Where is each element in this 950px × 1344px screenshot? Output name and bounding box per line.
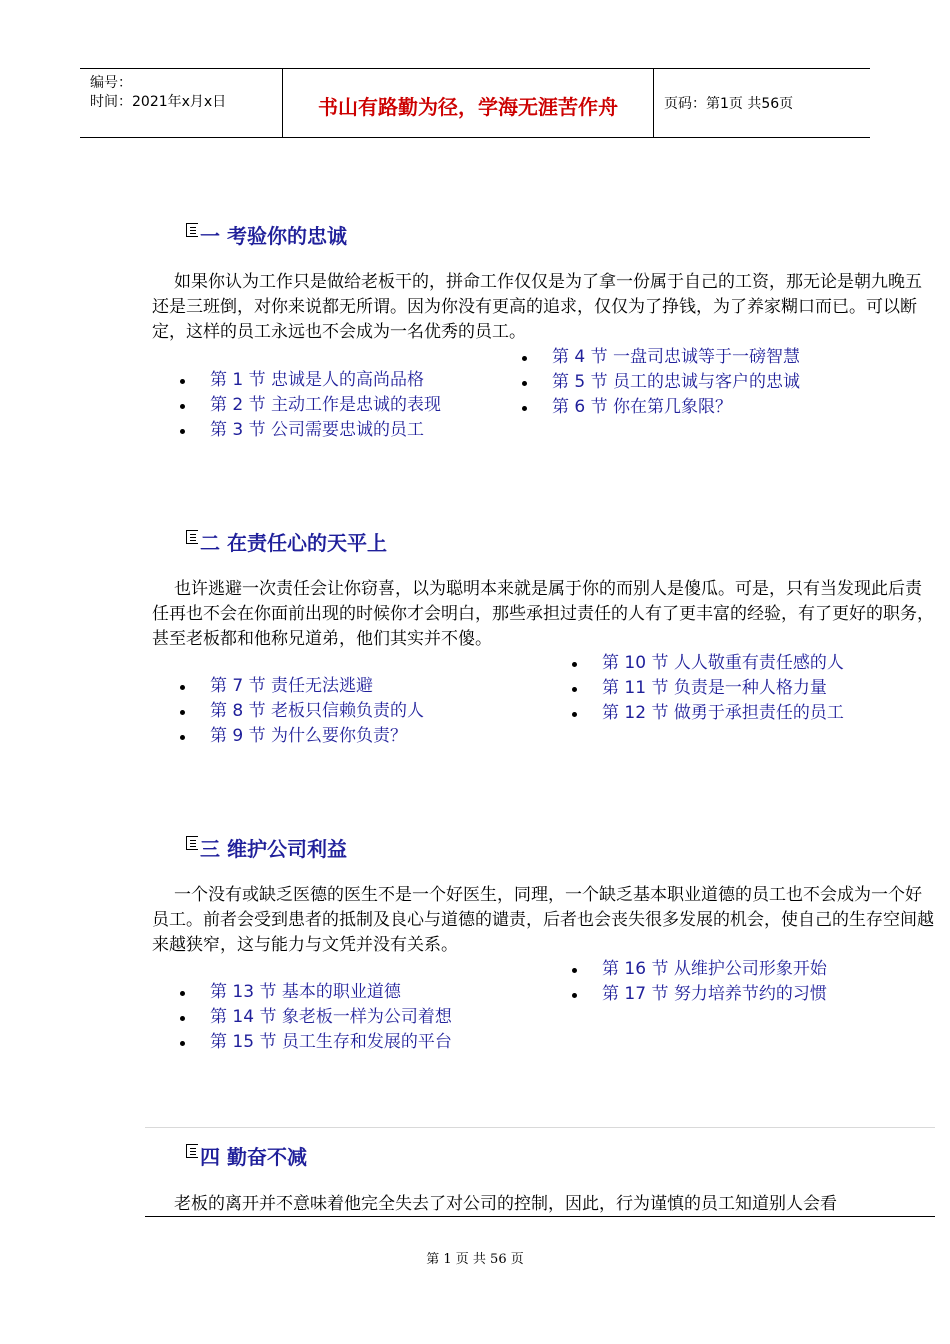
chapter-link[interactable]: 第 14 节 象老板一样为公司着想 — [180, 1005, 452, 1030]
page-info: 页码：第1页 共56页 — [664, 96, 794, 112]
chapter-link[interactable]: 第 17 节 努力培养节约的习惯 — [572, 982, 827, 1007]
book-icon — [186, 1144, 198, 1158]
section-divider — [145, 1127, 935, 1128]
chapter-link[interactable]: 第 15 节 员工生存和发展的平台 — [180, 1030, 452, 1055]
book-icon — [186, 530, 198, 544]
chapter-list — [522, 345, 800, 420]
header-page-cell — [654, 69, 870, 137]
page-footer: 第 1 页 共 56 页 — [426, 1252, 524, 1267]
section-title: 四 勤奋不减 — [186, 1141, 307, 1170]
time-label: 时间：2021年x月x日 — [90, 94, 227, 110]
section-paragraph: 如果你认为工作只是做给老板干的，拼命工作仅仅是为了拿一份属于自己的工资，那无论是朝九晚五还是三班倒，对你来说都无所谓。因为你没有更高的追求，仅仅为了挣钱，为了养家糊口而已。可以断定，这样的员工永远也不会成为一名优秀的员工。 — [152, 272, 922, 342]
section-title: 二 在责任心的天平上 — [186, 527, 387, 556]
chapter-link[interactable]: 第 3 节 公司需要忠诚的员工 — [180, 418, 441, 443]
header-motto-cell — [283, 69, 654, 137]
section-paragraph: 也许逃避一次责任会让你窃喜，以为聪明本来就是属于你的而别人是傻瓜。可是，只有当发现此后责任再也不会在你面前出现的时候你才会明白，那些承担过责任的人有了更丰富的经验，有了更好的职务，甚至老板都和他称兄道弟，他们其实并不傻。 — [152, 579, 934, 649]
section-title: 一 考验你的忠诚 — [186, 220, 347, 249]
motto: 书山有路勤为径，学海无涯苦作舟 — [318, 95, 618, 119]
chapter-list — [572, 957, 827, 1007]
chapter-list — [180, 368, 441, 443]
header-meta-cell — [80, 69, 283, 137]
chapter-link[interactable]: 第 1 节 忠诚是人的高尚品格 — [180, 368, 441, 393]
chapter-link[interactable]: 第 13 节 基本的职业道德 — [180, 980, 452, 1005]
chapter-link[interactable]: 第 16 节 从维护公司形象开始 — [572, 957, 827, 982]
section-paragraph: 老板的离开并不意味着他完全失去了对公司的控制，因此，行为谨慎的员工知道别人会看 — [174, 1194, 837, 1214]
section-paragraph: 一个没有或缺乏医德的医生不是一个好医生，同理，一个缺乏基本职业道德的员工也不会成为一个好员工。前者会受到患者的抵制及良心与道德的谴责，后者也会丧失很多发展的机会，使自己的生存空间越来越狭窄，这与能力与文凭并没有关系。 — [152, 885, 934, 955]
chapter-link[interactable]: 第 6 节 你在第几象限？ — [522, 395, 800, 420]
chapter-link[interactable]: 第 11 节 负责是一种人格力量 — [572, 676, 844, 701]
chapter-list — [572, 651, 844, 726]
chapter-list — [180, 674, 424, 749]
chapter-link[interactable]: 第 7 节 责任无法逃避 — [180, 674, 424, 699]
chapter-link[interactable]: 第 9 节 为什么要你负责？ — [180, 724, 424, 749]
chapter-link[interactable]: 第 5 节 员工的忠诚与客户的忠诚 — [522, 370, 800, 395]
page-bottom-rule — [145, 1216, 935, 1217]
code-label: 编号： — [90, 75, 132, 91]
chapter-link[interactable]: 第 10 节 人人敬重有责任感的人 — [572, 651, 844, 676]
section-title: 三 维护公司利益 — [186, 833, 347, 862]
chapter-link[interactable]: 第 12 节 做勇于承担责任的员工 — [572, 701, 844, 726]
chapter-link[interactable]: 第 4 节 一盘司忠诚等于一磅智慧 — [522, 345, 800, 370]
book-icon — [186, 836, 198, 850]
page-header — [80, 68, 870, 138]
chapter-link[interactable]: 第 2 节 主动工作是忠诚的表现 — [180, 393, 441, 418]
book-icon — [186, 223, 198, 237]
chapter-link[interactable]: 第 8 节 老板只信赖负责的人 — [180, 699, 424, 724]
chapter-list — [180, 980, 452, 1055]
